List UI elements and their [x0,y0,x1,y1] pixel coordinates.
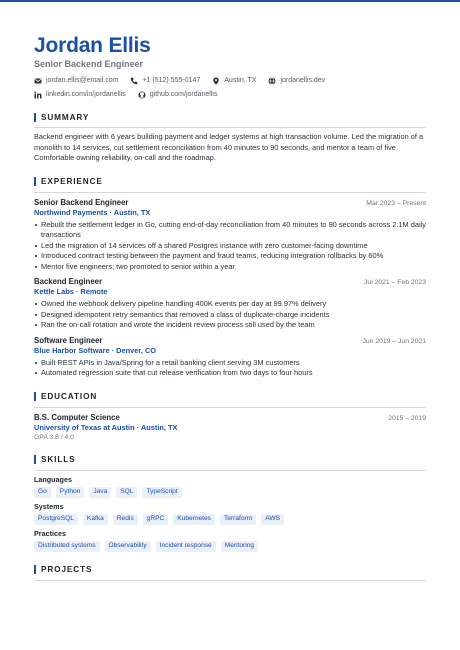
section-accent-bar [34,392,36,401]
contact-linkedin[interactable] [34,90,126,99]
skills-heading-row [34,454,426,466]
education-school: University of Texas at Austin · Austin, TX [34,422,178,432]
contact-email[interactable] [34,76,118,85]
job-bullet: Designed idempotent retry semantics that removed a class of duplicate-charge incidents [34,310,426,321]
skill-chip: Go [34,487,51,498]
job-bullet: Rebuilt the settlement ledger in Go, cutting end-of-day reconciliation from 40 minutes to 90 seconds across 2.1M daily transactions [34,220,426,241]
education-degree: B.S. Computer Science [34,412,120,422]
skill-chips [34,487,426,498]
job-entry [34,198,426,273]
skill-chips [34,541,426,552]
job-title: Software Engineer [34,335,103,345]
section-divider [34,407,426,408]
summary-heading: SUMMARY [41,112,90,122]
job-bullet: Led the migration of 14 services off a shared Postgres instance with zero customer-facing downtime [34,241,426,252]
contact-website[interactable] [268,76,325,85]
skill-chip: SQL [116,487,137,498]
skills-heading: SKILLS [41,455,76,464]
education-heading-row [34,391,426,403]
contact-github-text: github.com/jordanellis [149,91,218,98]
resume-content [34,34,426,581]
projects-section [34,564,426,581]
skill-chip: Distributed systems [34,541,100,552]
section-accent-bar [34,455,36,464]
job-header [34,198,426,208]
phone-icon [130,77,138,85]
job-bullets [34,299,426,331]
section-divider [34,470,426,471]
section-divider [34,127,426,128]
skill-chip: PostgreSQL [34,514,78,525]
summary-heading-row [34,111,426,123]
job-dates: Jun 2019 – Jun 2021 [362,337,426,345]
education-entry [34,413,426,442]
job-bullet: Ran the on-call rotation and wrote the incident review process still used by the team [34,320,426,331]
candidate-title: Senior Backend Engineer [34,59,144,69]
education-heading: EDUCATION [41,392,98,401]
experience-heading-row [34,176,426,188]
job-organization: Blue Harbor Software · Denver, CO [34,345,156,355]
job-header [34,336,426,346]
skill-chip: gRPC [143,514,169,525]
contact-phone-text: +1 (512) 555-0147 [142,77,201,84]
skill-chip: Redis [113,514,138,525]
contact-row-secondary [34,90,426,99]
education-gpa: GPA 3.8 / 4.0 [34,433,74,441]
contact-phone[interactable] [130,76,200,85]
skill-chips [34,514,426,525]
contact-location [212,76,256,85]
job-entry [34,277,426,331]
projects-heading-row [34,564,426,576]
contact-website-text: jordanellis.dev [280,77,326,84]
skill-category-label: Practices [34,528,66,538]
location-icon [212,77,220,85]
accent-top-bar [0,0,460,2]
github-icon [138,91,146,99]
job-title: Backend Engineer [34,277,103,286]
job-title: Senior Backend Engineer [34,197,129,207]
section-accent-bar [34,565,36,574]
skill-chip: TypeScript [142,487,181,498]
experience-section [34,176,426,379]
section-accent-bar [34,113,36,122]
candidate-name: Jordan Ellis [34,34,151,57]
experience-heading: EXPERIENCE [41,177,103,186]
job-organization: Northwind Payments · Austin, TX [34,207,151,217]
job-bullet: Built REST APIs in Java/Spring for a retail banking client serving 3M customers [34,358,426,369]
education-dates: 2015 – 2019 [388,414,426,422]
contact-row-primary [34,76,426,85]
email-icon [34,77,42,85]
skill-chip: Kafka [83,514,108,525]
job-dates: Jul 2021 – Feb 2023 [364,279,426,286]
contact-linkedin-text: linkedin.com/in/jordanellis [46,91,126,98]
projects-heading: PROJECTS [41,565,93,574]
skill-category-label: Systems [34,501,64,511]
section-divider [34,192,426,193]
skill-chip: Observability [105,541,151,552]
job-header [34,277,426,287]
education-header [34,413,426,423]
summary-section [34,111,426,164]
globe-icon [268,77,276,85]
skill-chip: Incident response [156,541,216,552]
skill-chip: AWS [261,514,284,525]
skill-chip: Mentoring [221,541,258,552]
job-bullet: Introduced contract testing between the payment and fraud teams, reducing integration rollbacks by 60% [34,251,426,262]
job-bullet: Owned the webhook delivery pipeline handling 400K events per day at 99.97% delivery [34,299,426,310]
skill-category-label: Languages [34,474,72,484]
skills-section [34,454,426,552]
contact-location-text: Austin, TX [224,77,257,84]
skill-chip: Kubernetes [173,514,215,525]
job-bullets [34,220,426,273]
skill-chip: Terraform [220,514,256,525]
section-divider [34,580,426,581]
summary-text: Backend engineer with 6 years building payment and ledger systems at high transaction volume. Led the migration of a monolith to 14 services, cut settlement reconciliation from 40 minutes to 90 seconds, and mentor a team of five. Comfortable owning reliability, on-call and the roadmap. [34,132,424,162]
section-accent-bar [34,177,36,186]
job-organization: Kettle Labs · Remote [34,287,108,296]
skill-chip: Java [89,487,111,498]
skill-chip: Python [56,487,85,498]
job-entry [34,336,426,379]
contact-github[interactable] [138,90,218,99]
education-section [34,391,426,442]
linkedin-icon [34,91,42,99]
job-bullet: Automated regression suite that cut release verification from two days to four hours [34,368,426,379]
contact-email-text: jordan.ellis@email.com [46,77,119,84]
job-bullets [34,358,426,379]
job-bullet: Mentor five engineers; two promoted to senior within a year [34,262,426,273]
job-dates: Mar 2023 – Present [366,199,426,207]
